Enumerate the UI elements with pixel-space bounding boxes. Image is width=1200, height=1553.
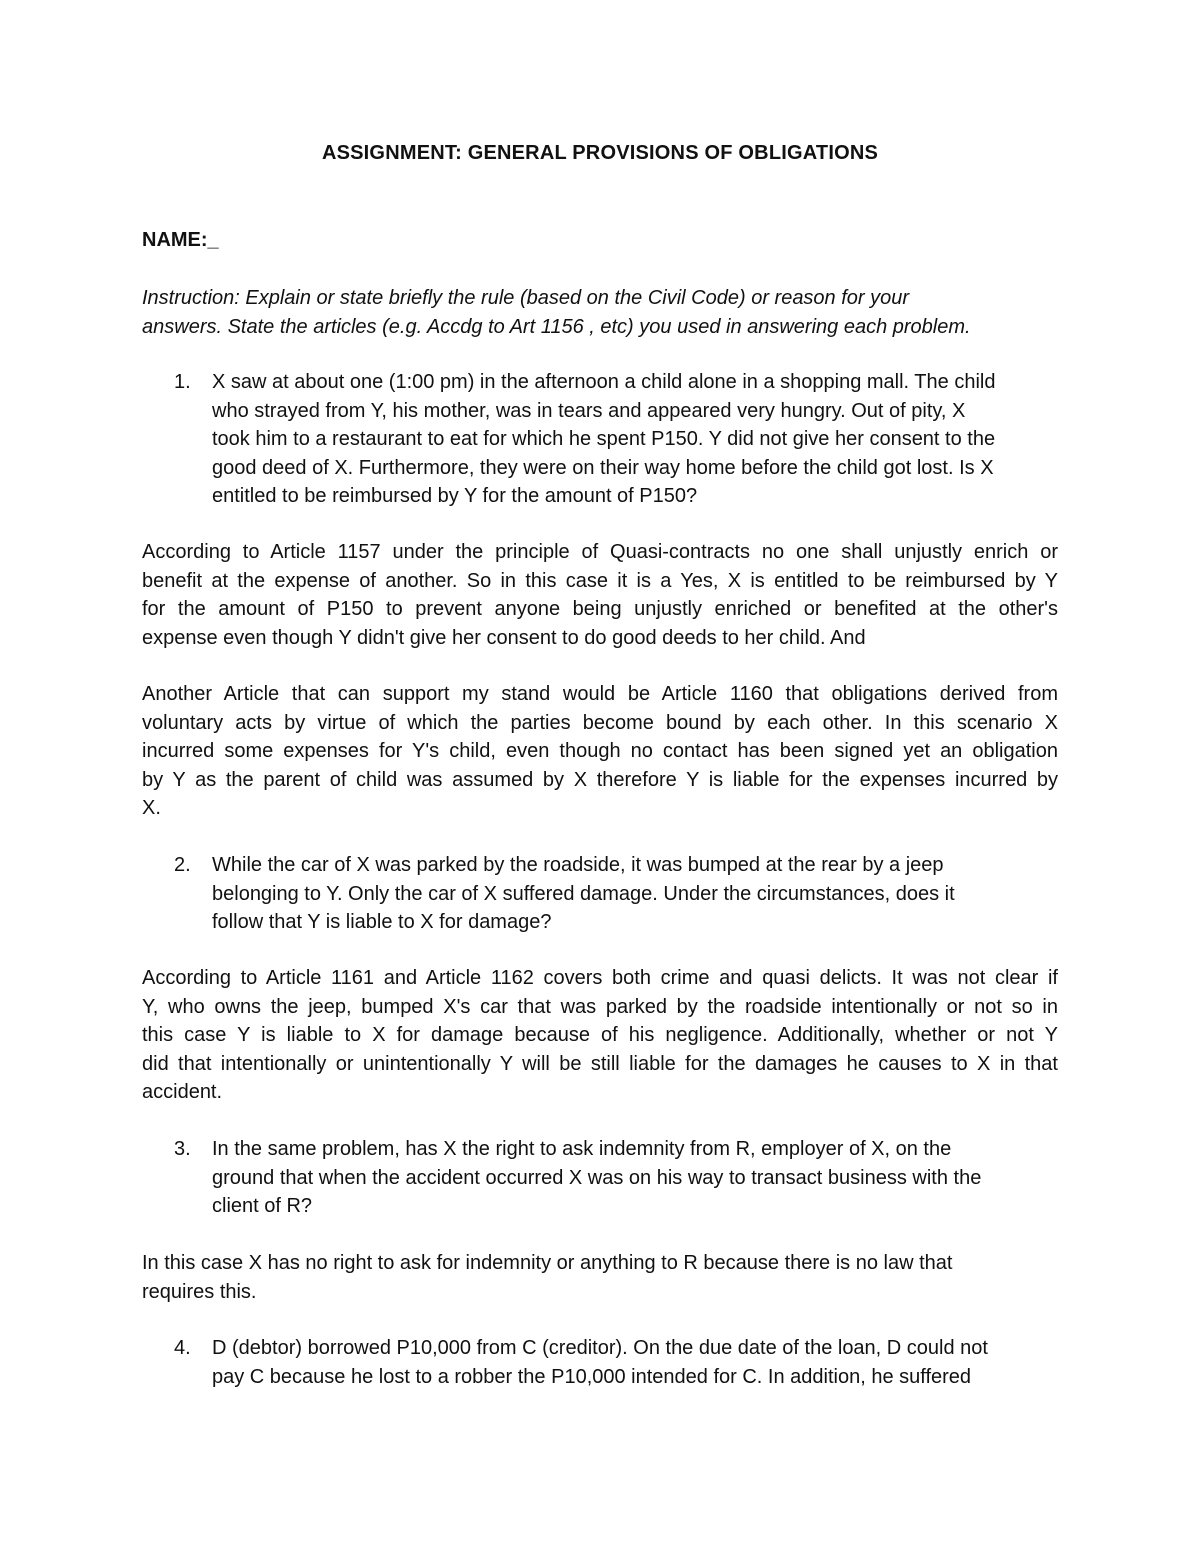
answer-line: According to Article 1157 under the principle of Quasi-contracts no one shall unjustly enrich or	[142, 541, 1058, 563]
name-label: NAME:_	[142, 229, 219, 251]
question-text	[212, 1135, 1062, 1221]
answer-line: this case Y is liable to X for damage because of his negligence. Additionally, whether or not Y	[142, 1024, 1058, 1046]
instruction-line: Instruction: Explain or state briefly the rule (based on the Civil Code) or reason for your	[142, 287, 910, 309]
question-text	[212, 1334, 1062, 1391]
question-1	[142, 368, 1062, 511]
answer-line: In this case X has no right to ask for indemnity or anything to R because there is no law that	[142, 1252, 953, 1274]
question-text	[212, 368, 1062, 511]
question-line: X saw at about one (1:00 pm) in the afternoon a child alone in a shopping mall. The child	[212, 371, 996, 393]
answer-line: X.	[142, 797, 161, 819]
document-title: ASSIGNMENT: GENERAL PROVISIONS OF OBLIGATIONS	[321, 142, 879, 164]
question-line: client of R?	[212, 1195, 313, 1217]
answer-line: Another Article that can support my stand would be Article 1160 that obligations derived from	[142, 683, 1058, 705]
question-number: 4.	[174, 1337, 191, 1359]
answer-line: benefit at the expense of another. So in this case it is a Yes, X is entitled to be reimbursed by Y	[142, 569, 1058, 592]
answer-paragraph	[142, 1249, 1058, 1306]
question-line: While the car of X was parked by the roadside, it was bumped at the rear by a jeep	[212, 854, 944, 876]
answer-line: requires this.	[142, 1280, 257, 1303]
answer-line: voluntary acts by virtue of which the parties become bound by each other. In this scenario X	[142, 711, 1058, 734]
question-3	[142, 1135, 1062, 1221]
answer-line: expense even though Y didn't give her consent to do good deeds to her child. And	[142, 626, 866, 649]
question-line: follow that Y is liable to X for damage?	[212, 911, 552, 933]
answer-line: accident.	[142, 1081, 223, 1103]
question-line: D (debtor) borrowed P10,000 from C (creditor). On the due date of the loan, D could not	[212, 1337, 988, 1359]
question-line: entitled to be reimbursed by Y for the amount of P150?	[212, 485, 698, 507]
question-line: took him to a restaurant to eat for which he spent P150. Y did not give her consent to the	[212, 428, 996, 450]
question-line: pay C because he lost to a robber the P10,000 intended for C. In addition, he suffered	[212, 1365, 972, 1388]
question-line: who strayed from Y, his mother, was in tears and appeared very hungry. Out of pity, X	[212, 399, 966, 422]
question-text	[212, 851, 1062, 937]
question-number: 1.	[174, 371, 191, 393]
answer-line: incurred some expenses for Y's child, even though no contact has been signed yet an obligation	[142, 740, 1058, 762]
question-number: 2.	[174, 854, 191, 876]
question-2	[142, 851, 1062, 937]
answer-line: by Y as the parent of child was assumed by X therefore Y is liable for the expenses incurred by	[142, 768, 1058, 791]
answer-line: did that intentionally or unintentionally Y will be still liable for the damages he causes to X in that	[142, 1052, 1058, 1075]
answer-line: for the amount of P150 to prevent anyone being unjustly enriched or benefited at the other's	[142, 598, 1058, 620]
answer-paragraph	[142, 538, 1058, 652]
question-4	[142, 1334, 1062, 1391]
answer-line: According to Article 1161 and Article 1162 covers both crime and quasi delicts. It was not clear if	[142, 967, 1058, 989]
instruction-paragraph	[142, 284, 1042, 341]
question-line: good deed of X. Furthermore, they were on their way home before the child got lost. Is X	[212, 456, 994, 479]
question-line: In the same problem, has X the right to ask indemnity from R, employer of X, on the	[212, 1138, 952, 1160]
answer-paragraph	[142, 964, 1058, 1107]
question-line: belonging to Y. Only the car of X suffered damage. Under the circumstances, does it	[212, 882, 955, 905]
question-number: 3.	[174, 1138, 191, 1160]
instruction-line: answers. State the articles (e.g. Accdg to Art 1156 , etc) you used in answering each problem.	[142, 315, 971, 338]
answer-paragraph	[142, 680, 1058, 823]
question-line: ground that when the accident occurred X was on his way to transact business with the	[212, 1166, 982, 1189]
answer-line: Y, who owns the jeep, bumped X's car that was parked by the roadside intentionally or not so in	[142, 995, 1058, 1018]
